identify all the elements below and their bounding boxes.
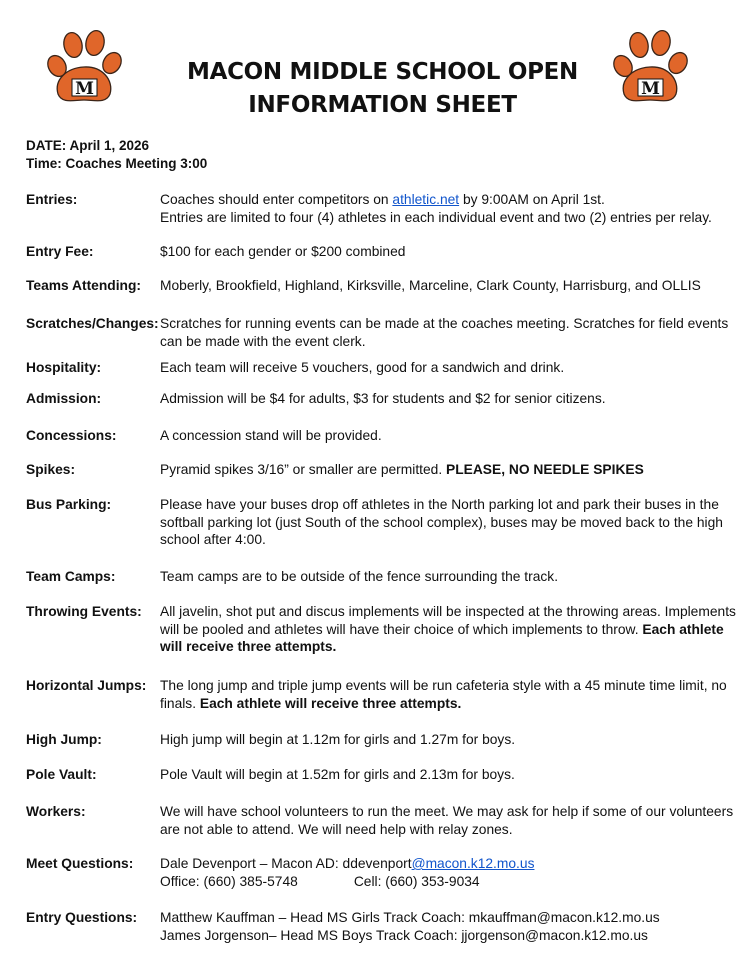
- row-text: will be pooled and athletes will have their choice of which implements to throw.: [160, 621, 643, 637]
- row-line: [160, 803, 735, 821]
- row-label: Entry Questions:: [26, 910, 138, 925]
- email-or-web-link[interactable]: @macon.k12.mo.us: [411, 856, 535, 871]
- row-text: Coaches should enter competitors on: [160, 192, 393, 207]
- event-time: Time: Coaches Meeting 3:00: [26, 156, 208, 171]
- row-body: [160, 496, 735, 549]
- row-line: [160, 333, 735, 351]
- row-body: [160, 191, 735, 226]
- row-label: Concessions:: [26, 428, 117, 443]
- row-line: [160, 855, 735, 873]
- row-body: [160, 731, 735, 749]
- row-body: [160, 277, 735, 295]
- row-line: [160, 191, 735, 209]
- row-text: can be made with the event clerk.: [160, 333, 366, 349]
- row-body: [160, 427, 735, 445]
- paw-logo-right: [610, 28, 692, 106]
- row-text: Team camps are to be outside of the fence surrounding the track.: [160, 569, 559, 584]
- row-text: A concession stand will be provided.: [160, 428, 382, 443]
- bold-text: Each athlete will receive three attempts.: [199, 695, 462, 711]
- row-body: [160, 315, 735, 350]
- row-body: [160, 461, 735, 479]
- row-line: [160, 766, 735, 784]
- row-text: finals.: [160, 695, 200, 711]
- bold-text: PLEASE, NO NEEDLE SPIKES: [446, 462, 644, 477]
- svg-text:M: M: [641, 79, 660, 99]
- row-text: High jump will begin at 1.12m for girls and 1.27m for boys.: [160, 732, 516, 747]
- row-text: Dale Devenport – Macon AD: ddevenport: [160, 856, 412, 871]
- row-text: Please have your buses drop off athletes in the North parking lot and park their buses in the: [160, 497, 719, 512]
- row-body: [160, 766, 735, 784]
- row-label: Team Camps:: [26, 569, 116, 584]
- row-label: Entry Fee:: [26, 244, 94, 259]
- row-text: Admission will be $4 for adults, $3 for students and $2 for senior citizens.: [160, 391, 606, 406]
- row-body: [160, 359, 735, 377]
- row-line: [160, 695, 735, 713]
- svg-text:M: M: [75, 79, 94, 99]
- row-label: Meet Questions:: [26, 856, 134, 871]
- row-label: Scratches/Changes:: [26, 316, 159, 331]
- row-body: [160, 603, 735, 656]
- row-label: High Jump:: [26, 732, 102, 747]
- row-line: [160, 603, 735, 621]
- row-label: Throwing Events:: [26, 604, 142, 619]
- row-line: [160, 531, 735, 549]
- row-text: Moberly, Brookfield, Highland, Kirksville, Marceline, Clark County, Harrisburg, and OLLIS: [160, 278, 701, 293]
- row-text: James Jorgenson– Head MS Boys Track Coach: jjorgenson@macon.k12.mo.us: [160, 927, 648, 943]
- row-line: [160, 315, 735, 333]
- paw-logo-left: [44, 28, 126, 106]
- row-body: [160, 390, 735, 408]
- row-line: [160, 243, 735, 261]
- row-text: softball parking lot (just South of the school complex), buses may be moved back to the high: [160, 514, 723, 530]
- row-label: Horizontal Jumps:: [26, 678, 147, 693]
- row-label: Spikes:: [26, 462, 76, 477]
- row-line: [160, 927, 735, 945]
- row-body: [160, 243, 735, 261]
- event-date: DATE: April 1, 2026: [26, 138, 150, 153]
- row-body: [160, 568, 735, 586]
- row-label: Entries:: [26, 192, 78, 207]
- row-line: [160, 514, 735, 532]
- row-line: [160, 638, 735, 656]
- row-line: [160, 568, 735, 586]
- row-label: Workers:: [26, 804, 86, 819]
- row-text: by 9:00AM on April 1st.: [459, 192, 605, 207]
- paw-icon: [610, 28, 692, 106]
- row-line: [160, 731, 735, 749]
- row-line: [160, 873, 735, 891]
- row-line: [160, 427, 735, 445]
- row-label: Hospitality:: [26, 360, 102, 375]
- row-text: Pyramid spikes 3/16” or smaller are permitted.: [160, 462, 447, 477]
- row-line: [160, 821, 735, 839]
- row-line: [160, 277, 735, 295]
- row-body: [160, 855, 735, 890]
- row-body: [160, 909, 735, 944]
- bold-text: will receive three attempts.: [160, 639, 337, 654]
- row-line: [160, 677, 735, 695]
- title-line-1: MACON MIDDLE SCHOOL OPEN: [186, 59, 578, 85]
- page-title: [170, 56, 595, 122]
- row-line: [160, 359, 735, 377]
- bold-text: Each athlete: [642, 621, 724, 637]
- row-label: Pole Vault:: [26, 767, 97, 782]
- row-text: Pole Vault will begin at 1.52m for girls and 2.13m for boys.: [160, 767, 515, 782]
- row-body: [160, 677, 735, 712]
- row-text: We will have school volunteers to run the meet. We may ask for help if some of our volunteers: [160, 804, 734, 819]
- row-text: $100 for each gender or $200 combined: [160, 244, 406, 259]
- row-text: school after 4:00.: [160, 532, 266, 547]
- row-line: [160, 621, 735, 639]
- row-text: Each team will receive 5 vouchers, good for a sandwich and drink.: [160, 360, 565, 375]
- row-line: [160, 496, 735, 514]
- row-text: are not able to attend. We will need help with relay zones.: [160, 821, 513, 837]
- row-line: [160, 909, 735, 927]
- row-body: [160, 803, 735, 838]
- paw-icon: [44, 28, 126, 106]
- row-text: All javelin, shot put and discus implements will be inspected at the throwing areas. Implements: [160, 604, 736, 619]
- row-label: Admission:: [26, 391, 102, 406]
- row-text: The long jump and triple jump events will be run cafeteria style with a 45 minute time limit, no: [160, 678, 727, 693]
- email-or-web-link[interactable]: athletic.net: [392, 192, 460, 207]
- row-line: [160, 390, 735, 408]
- title-line-2: INFORMATION SHEET: [248, 92, 517, 118]
- row-text: Office: (660) 385-5748: [160, 873, 298, 889]
- row-text: Scratches for running events can be made at the coaches meeting. Scratches for field events: [160, 316, 729, 331]
- row-line: [160, 461, 735, 479]
- row-text: Entries are limited to four (4) athletes in each individual event and two (2) entries per relay.: [160, 209, 712, 225]
- row-line: [160, 209, 735, 227]
- row-text: Cell: (660) 353-9034: [353, 873, 480, 889]
- row-label: Teams Attending:: [26, 278, 141, 293]
- row-text: Matthew Kauffman – Head MS Girls Track Coach: mkauffman@macon.k12.mo.us: [160, 910, 660, 925]
- row-label: Bus Parking:: [26, 497, 112, 512]
